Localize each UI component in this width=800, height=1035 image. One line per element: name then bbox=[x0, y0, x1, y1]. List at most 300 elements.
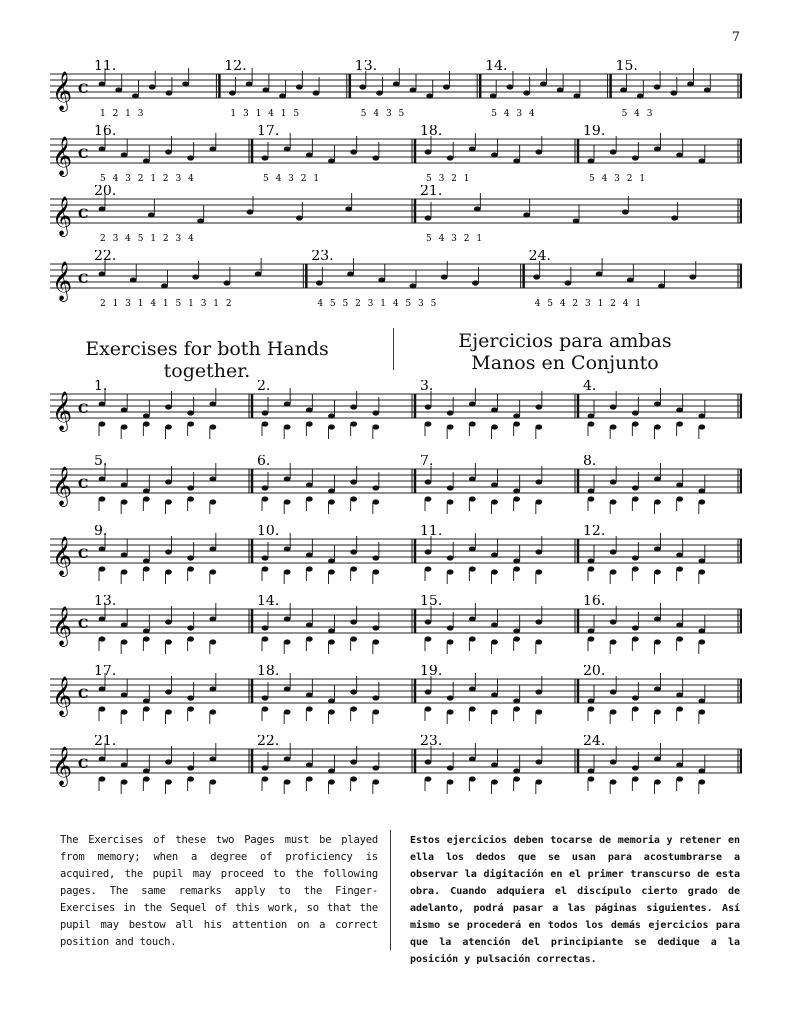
notehead bbox=[588, 421, 595, 426]
notehead bbox=[676, 762, 683, 767]
notehead bbox=[209, 686, 216, 691]
exercise-number: 10. bbox=[257, 525, 280, 539]
notehead bbox=[99, 776, 106, 781]
notehead bbox=[676, 566, 683, 571]
notehead bbox=[143, 776, 150, 781]
exercise-number: 6. bbox=[257, 455, 271, 469]
notehead bbox=[99, 756, 106, 761]
music-system-one-hand-2 bbox=[50, 125, 742, 185]
notehead bbox=[350, 421, 357, 426]
staff-svg bbox=[50, 60, 742, 120]
notehead bbox=[165, 569, 172, 574]
notehead bbox=[209, 424, 216, 429]
notehead bbox=[99, 271, 106, 276]
notehead bbox=[535, 479, 542, 484]
notehead bbox=[654, 146, 661, 151]
notehead bbox=[443, 84, 450, 89]
notehead bbox=[474, 206, 481, 211]
notehead bbox=[588, 706, 595, 711]
notehead bbox=[165, 424, 172, 429]
notehead bbox=[209, 569, 216, 574]
notehead bbox=[279, 93, 286, 98]
notehead bbox=[447, 765, 454, 770]
exercise-number: 14. bbox=[257, 595, 280, 609]
notehead bbox=[610, 639, 617, 644]
notehead bbox=[197, 218, 204, 223]
heading-english: Exercises for both Hands together. bbox=[85, 338, 329, 382]
notehead bbox=[345, 206, 352, 211]
exercise-number: 4. bbox=[583, 380, 597, 394]
notehead bbox=[209, 146, 216, 151]
fingering-numbers: 1 3 1 4 1 5 bbox=[230, 109, 302, 119]
notehead bbox=[306, 622, 313, 627]
notehead bbox=[687, 81, 694, 86]
notehead bbox=[187, 695, 194, 700]
notehead bbox=[654, 756, 661, 761]
time-signature: C bbox=[78, 402, 89, 417]
notehead bbox=[187, 410, 194, 415]
staff-svg bbox=[50, 125, 742, 185]
notehead bbox=[262, 765, 269, 770]
notehead bbox=[469, 756, 476, 761]
notehead bbox=[513, 768, 520, 773]
time-signature: C bbox=[78, 477, 89, 492]
notehead bbox=[535, 424, 542, 429]
notehead bbox=[165, 639, 172, 644]
notehead bbox=[328, 768, 335, 773]
treble-clef-icon: 𝄞 bbox=[52, 136, 73, 176]
notehead bbox=[350, 149, 357, 154]
notehead bbox=[425, 479, 432, 484]
notehead bbox=[99, 476, 106, 481]
notehead bbox=[425, 566, 432, 571]
notehead bbox=[632, 155, 639, 160]
notehead bbox=[513, 413, 520, 418]
notehead bbox=[610, 709, 617, 714]
time-signature: C bbox=[78, 547, 89, 562]
notehead bbox=[187, 555, 194, 560]
notehead bbox=[564, 280, 571, 285]
footnote-divider bbox=[390, 830, 391, 950]
exercise-number: 12. bbox=[583, 525, 606, 539]
notehead bbox=[262, 625, 269, 630]
notehead bbox=[209, 709, 216, 714]
notehead bbox=[469, 546, 476, 551]
notehead bbox=[588, 413, 595, 418]
notehead bbox=[654, 401, 661, 406]
notehead bbox=[247, 209, 254, 214]
notehead bbox=[610, 149, 617, 154]
notehead bbox=[491, 709, 498, 714]
notehead bbox=[632, 636, 639, 641]
notehead bbox=[115, 87, 122, 92]
notehead bbox=[654, 779, 661, 784]
notehead bbox=[372, 410, 379, 415]
exercise-number: 22. bbox=[94, 250, 117, 264]
notehead bbox=[469, 421, 476, 426]
treble-clef-icon: 𝄞 bbox=[52, 536, 73, 576]
notehead bbox=[637, 93, 644, 98]
notehead bbox=[143, 768, 150, 773]
notehead bbox=[306, 762, 313, 767]
notehead bbox=[121, 152, 128, 157]
notehead bbox=[372, 779, 379, 784]
notehead bbox=[491, 639, 498, 644]
notehead bbox=[513, 706, 520, 711]
exercise-number: 21. bbox=[94, 735, 117, 749]
notehead bbox=[372, 569, 379, 574]
notehead bbox=[425, 549, 432, 554]
notehead bbox=[165, 709, 172, 714]
notehead bbox=[187, 636, 194, 641]
notehead bbox=[472, 280, 479, 285]
exercise-number: 16. bbox=[583, 595, 606, 609]
notehead bbox=[535, 619, 542, 624]
notehead bbox=[306, 496, 313, 501]
fingering-numbers: 2 3 4 5 1 2 3 4 bbox=[100, 234, 196, 244]
notehead bbox=[99, 546, 106, 551]
notehead bbox=[676, 496, 683, 501]
notehead bbox=[306, 152, 313, 157]
notehead bbox=[441, 274, 448, 279]
notehead bbox=[347, 271, 354, 276]
notehead bbox=[535, 549, 542, 554]
fingering-numbers: 1 2 1 3 bbox=[100, 109, 146, 119]
notehead bbox=[632, 625, 639, 630]
notehead bbox=[425, 215, 432, 220]
notehead bbox=[284, 146, 291, 151]
exercise-number: 23. bbox=[311, 250, 334, 264]
notehead bbox=[121, 622, 128, 627]
notehead bbox=[187, 625, 194, 630]
exercise-number: 22. bbox=[257, 735, 280, 749]
notehead bbox=[540, 81, 547, 86]
notehead bbox=[425, 706, 432, 711]
notehead bbox=[284, 546, 291, 551]
notehead bbox=[99, 421, 106, 426]
notehead bbox=[491, 552, 498, 557]
notehead bbox=[209, 476, 216, 481]
exercise-number: 13. bbox=[94, 595, 117, 609]
notehead bbox=[187, 765, 194, 770]
notehead bbox=[209, 616, 216, 621]
notehead bbox=[447, 555, 454, 560]
notehead bbox=[372, 555, 379, 560]
notehead bbox=[262, 410, 269, 415]
staff-svg bbox=[50, 665, 742, 725]
notehead bbox=[187, 496, 194, 501]
notehead bbox=[469, 476, 476, 481]
notehead bbox=[513, 558, 520, 563]
notehead bbox=[209, 639, 216, 644]
notehead bbox=[698, 413, 705, 418]
notehead bbox=[99, 401, 106, 406]
notehead bbox=[410, 87, 417, 92]
notehead bbox=[610, 689, 617, 694]
notehead bbox=[513, 776, 520, 781]
notehead bbox=[491, 779, 498, 784]
notehead bbox=[676, 421, 683, 426]
notehead bbox=[121, 499, 128, 504]
notehead bbox=[328, 488, 335, 493]
notehead bbox=[262, 421, 269, 426]
notehead bbox=[654, 616, 661, 621]
exercise-number: 16. bbox=[94, 125, 117, 139]
notehead bbox=[469, 496, 476, 501]
notehead bbox=[670, 90, 677, 95]
notehead bbox=[491, 482, 498, 487]
time-signature: C bbox=[78, 82, 89, 97]
fingering-numbers: 5 4 3 2 1 bbox=[589, 174, 648, 184]
staff-svg bbox=[50, 595, 742, 655]
notehead bbox=[535, 404, 542, 409]
exercise-number: 12. bbox=[224, 60, 247, 74]
notehead bbox=[573, 93, 580, 98]
notehead bbox=[610, 619, 617, 624]
music-system-two-hands-6 bbox=[50, 735, 742, 795]
notehead bbox=[229, 90, 236, 95]
notehead bbox=[130, 277, 137, 282]
notehead bbox=[328, 628, 335, 633]
notehead bbox=[316, 280, 323, 285]
notehead bbox=[698, 709, 705, 714]
notehead bbox=[143, 636, 150, 641]
notehead bbox=[610, 569, 617, 574]
notehead bbox=[588, 566, 595, 571]
notehead bbox=[328, 709, 335, 714]
notehead bbox=[328, 698, 335, 703]
fingering-numbers: 4 5 4 2 3 1 2 4 1 bbox=[534, 299, 644, 309]
notehead bbox=[296, 215, 303, 220]
notehead bbox=[632, 566, 639, 571]
exercise-number: 24. bbox=[528, 250, 551, 264]
notehead bbox=[698, 424, 705, 429]
notehead bbox=[447, 625, 454, 630]
notehead bbox=[513, 698, 520, 703]
notehead bbox=[306, 692, 313, 697]
notehead bbox=[99, 81, 106, 86]
notehead bbox=[535, 689, 542, 694]
notehead bbox=[469, 636, 476, 641]
notehead bbox=[654, 639, 661, 644]
notehead bbox=[410, 283, 417, 288]
notehead bbox=[698, 569, 705, 574]
notehead bbox=[588, 768, 595, 773]
notehead bbox=[284, 424, 291, 429]
notehead bbox=[425, 776, 432, 781]
notehead bbox=[557, 87, 564, 92]
exercise-number: 18. bbox=[257, 665, 280, 679]
treble-clef-icon: 𝄞 bbox=[52, 746, 73, 786]
notehead bbox=[632, 496, 639, 501]
notehead bbox=[209, 779, 216, 784]
notehead bbox=[513, 421, 520, 426]
fingering-numbers: 2 1 3 1 4 1 5 1 3 1 2 bbox=[100, 299, 234, 309]
notehead bbox=[328, 569, 335, 574]
notehead bbox=[513, 496, 520, 501]
music-system-two-hands-2 bbox=[50, 455, 742, 515]
notehead bbox=[121, 639, 128, 644]
notehead bbox=[469, 686, 476, 691]
notehead bbox=[610, 549, 617, 554]
notehead bbox=[632, 765, 639, 770]
notehead bbox=[262, 87, 269, 92]
notehead bbox=[447, 695, 454, 700]
notehead bbox=[99, 146, 106, 151]
notehead bbox=[469, 566, 476, 571]
notehead bbox=[306, 407, 313, 412]
exercise-number: 11. bbox=[420, 525, 443, 539]
notehead bbox=[698, 558, 705, 563]
notehead bbox=[698, 158, 705, 163]
notehead bbox=[689, 274, 696, 279]
staff-svg bbox=[50, 250, 742, 310]
notehead bbox=[425, 421, 432, 426]
exercise-number: 9. bbox=[94, 525, 108, 539]
notehead bbox=[372, 625, 379, 630]
notehead bbox=[658, 283, 665, 288]
notehead bbox=[306, 421, 313, 426]
notehead bbox=[533, 274, 540, 279]
notehead bbox=[447, 569, 454, 574]
notehead bbox=[698, 779, 705, 784]
exercise-number: 20. bbox=[583, 665, 606, 679]
time-signature: C bbox=[78, 757, 89, 772]
notehead bbox=[284, 401, 291, 406]
notehead bbox=[192, 274, 199, 279]
notehead bbox=[610, 424, 617, 429]
notehead bbox=[676, 152, 683, 157]
notehead bbox=[143, 698, 150, 703]
time-signature: C bbox=[78, 207, 89, 222]
notehead bbox=[535, 709, 542, 714]
treble-clef-icon: 𝄞 bbox=[52, 261, 73, 301]
fingering-numbers: 5 4 3 2 1 bbox=[426, 234, 485, 244]
exercise-number: 11. bbox=[94, 60, 117, 74]
notehead bbox=[610, 759, 617, 764]
notehead bbox=[447, 499, 454, 504]
notehead bbox=[698, 768, 705, 773]
notehead bbox=[491, 762, 498, 767]
notehead bbox=[187, 485, 194, 490]
notehead bbox=[350, 496, 357, 501]
notehead bbox=[306, 482, 313, 487]
staff-svg bbox=[50, 455, 742, 515]
notehead bbox=[513, 158, 520, 163]
notehead bbox=[425, 404, 432, 409]
notehead bbox=[350, 404, 357, 409]
notehead bbox=[447, 410, 454, 415]
notehead bbox=[143, 413, 150, 418]
exercise-number: 7. bbox=[420, 455, 434, 469]
notehead bbox=[507, 84, 514, 89]
notehead bbox=[491, 569, 498, 574]
notehead bbox=[99, 616, 106, 621]
fingering-numbers: 5 4 3 bbox=[621, 109, 655, 119]
notehead bbox=[262, 706, 269, 711]
notehead bbox=[610, 479, 617, 484]
treble-clef-icon: 𝄞 bbox=[52, 71, 73, 111]
notehead bbox=[306, 552, 313, 557]
notehead bbox=[654, 686, 661, 691]
notehead bbox=[165, 619, 172, 624]
notehead bbox=[328, 424, 335, 429]
notehead bbox=[671, 215, 678, 220]
notehead bbox=[246, 81, 253, 86]
notehead bbox=[350, 479, 357, 484]
notehead bbox=[350, 636, 357, 641]
notehead bbox=[187, 421, 194, 426]
notehead bbox=[262, 555, 269, 560]
notehead bbox=[654, 424, 661, 429]
notehead bbox=[632, 421, 639, 426]
notehead bbox=[425, 636, 432, 641]
notehead bbox=[447, 639, 454, 644]
notehead bbox=[284, 616, 291, 621]
notehead bbox=[610, 404, 617, 409]
exercise-number: 20. bbox=[94, 185, 117, 199]
notehead bbox=[654, 709, 661, 714]
treble-clef-icon: 𝄞 bbox=[52, 676, 73, 716]
notehead bbox=[372, 424, 379, 429]
heading-divider bbox=[393, 328, 394, 370]
music-system-one-hand-4 bbox=[50, 250, 742, 310]
notehead bbox=[143, 558, 150, 563]
fingering-numbers: 5 4 3 4 bbox=[491, 109, 537, 119]
notehead bbox=[182, 81, 189, 86]
notehead bbox=[491, 622, 498, 627]
notehead bbox=[328, 639, 335, 644]
exercise-number: 5. bbox=[94, 455, 108, 469]
notehead bbox=[350, 776, 357, 781]
notehead bbox=[622, 209, 629, 214]
notehead bbox=[523, 90, 530, 95]
notehead bbox=[447, 155, 454, 160]
notehead bbox=[447, 779, 454, 784]
notehead bbox=[610, 779, 617, 784]
notehead bbox=[698, 499, 705, 504]
notehead bbox=[328, 413, 335, 418]
staff-svg bbox=[50, 735, 742, 795]
treble-clef-icon: 𝄞 bbox=[52, 391, 73, 431]
exercise-number: 13. bbox=[354, 60, 378, 74]
notehead bbox=[284, 756, 291, 761]
music-system-two-hands-1 bbox=[50, 380, 742, 440]
notehead bbox=[223, 280, 230, 285]
music-system-one-hand-3 bbox=[50, 185, 742, 245]
notehead bbox=[425, 759, 432, 764]
notehead bbox=[704, 87, 711, 92]
notehead bbox=[372, 639, 379, 644]
notehead bbox=[469, 776, 476, 781]
notehead bbox=[143, 706, 150, 711]
notehead bbox=[573, 218, 580, 223]
footnote-spanish: Estos ejercicios deben tocarse de memoria y retener en ella los dedos que se usan para acostumbrarse a observar la digitación en el primer transcurso de esta obra. Cuando adquiera el discípulo cierto grado de adelanto, podrá pasar a las páginas siguientes. Así mismo se procederá en todos los demás ejercicios para que la atención del principiante se dedique a la posición y pulsación correctas. bbox=[410, 835, 740, 965]
notehead bbox=[698, 698, 705, 703]
notehead bbox=[469, 616, 476, 621]
notehead bbox=[632, 410, 639, 415]
notehead bbox=[535, 779, 542, 784]
notehead bbox=[306, 636, 313, 641]
notehead bbox=[165, 479, 172, 484]
notehead bbox=[588, 558, 595, 563]
notehead bbox=[490, 93, 497, 98]
notehead bbox=[161, 283, 168, 288]
notehead bbox=[698, 639, 705, 644]
footnote-english: The Exercises of these two Pages must be played from memory; when a degree of proficiency is acquired, the pupil may proceed to the following pages. The same remarks apply to the Finger-Exercises in the Sequel of this work, so that the pupil may bestow all his attention on a correct position and touch. bbox=[60, 834, 378, 948]
notehead bbox=[676, 706, 683, 711]
notehead bbox=[209, 756, 216, 761]
